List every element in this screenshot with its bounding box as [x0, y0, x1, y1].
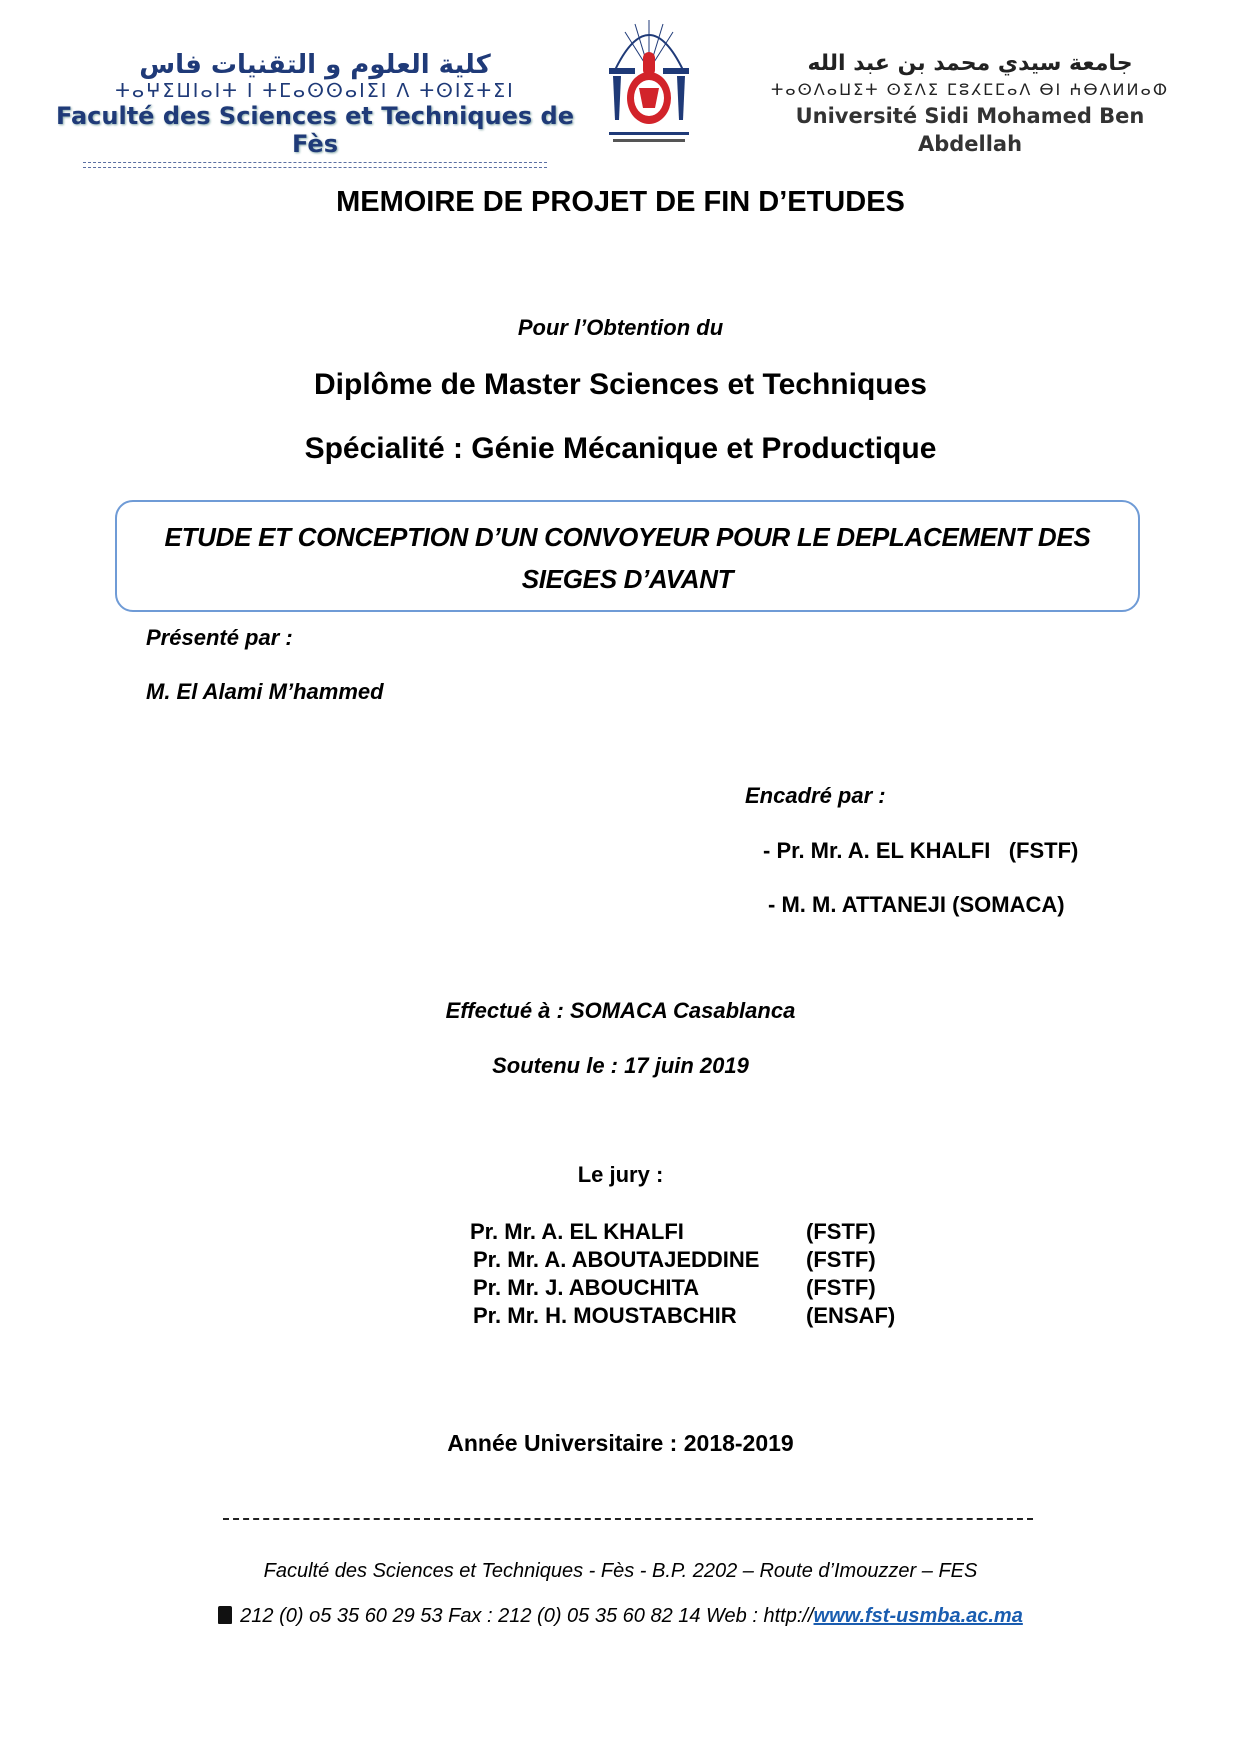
project-topic [115, 516, 1140, 600]
university-logo-block [740, 50, 1200, 158]
document-title: MEMOIRE DE PROJET DE FIN D’ETUDES [336, 186, 905, 218]
internship-location: Effectué à : SOMACA Casablanca [445, 998, 796, 1023]
academic-year: Année Universitaire : 2018-2019 [447, 1430, 794, 1456]
presented-by-label: Présenté par : [146, 625, 293, 650]
student-name: M. El Alami M’hammed [146, 679, 384, 704]
jury-member-institution: (FSTF) [806, 1219, 876, 1244]
topic-line-1: ETUDE ET CONCEPTION D’UN CONVOYEUR POUR LE DEPLACEMENT DES [164, 522, 1091, 552]
defense-date: Soutenu le : 17 juin 2019 [492, 1053, 749, 1078]
faculty-name-arabic: كلية العلوم و التقنيات فاس [139, 50, 491, 80]
jury-member-name: Pr. Mr. J. ABOUCHITA [473, 1275, 700, 1300]
jury-member-name: Pr. Mr. A. ABOUTAJEDDINE [473, 1247, 760, 1272]
jury-member [470, 1246, 895, 1274]
jury-member-institution: (FSTF) [806, 1247, 876, 1272]
jury-member [470, 1302, 895, 1330]
jury-member [470, 1218, 895, 1246]
website-link[interactable]: www.fst-usmba.ac.ma [813, 1605, 1023, 1627]
faculty-name-french: Faculté des Sciences et Techniques de Fès [55, 102, 574, 158]
jury-member-name: Pr. Mr. H. MOUSTABCHIR [473, 1303, 737, 1328]
specialty: Spécialité : Génie Mécanique et Productique [304, 432, 937, 465]
footer-divider [223, 1518, 1033, 1520]
footer-address: Faculté des Sciences et Techniques - Fès - B.P. 2202 – Route d’Imouzzer – FES [263, 1560, 978, 1582]
obtention-label: Pour l’Obtention du [517, 315, 724, 340]
telephone-icon [218, 1606, 232, 1624]
diploma-title: Diplôme de Master Sciences et Techniques [314, 368, 927, 401]
jury-member-name: Pr. Mr. A. EL KHALFI [470, 1219, 684, 1244]
footer-contact [0, 1605, 1241, 1628]
university-name-arabic: جامعة سيدي محمد بن عبد الله [807, 51, 1133, 76]
topic-line-2: SIEGES D’AVANT [521, 564, 734, 594]
university-name-french: Université Sidi Mohamed Ben Abdellah [795, 104, 1145, 156]
university-name-tifinagh: ⵜⴰⵙⴷⴰⵡⵉⵜ ⵙⵉⴷⵉ ⵎⵓⵃⵎⵎⴰⴷ ⴱⵏ ⵄⴱⴷⵍⵍⴰⵀ [770, 80, 1170, 99]
jury-member [470, 1274, 895, 1302]
jury-label: Le jury : [577, 1162, 664, 1187]
jury-member-institution: (FSTF) [806, 1275, 876, 1300]
jury-list [470, 1218, 895, 1330]
faculty-name-tifinagh: ⵜⴰⵖⵉⵡⵏⴰⵏⵜ ⵏ ⵜⵎⴰⵙⵙⴰⵏⵉⵏ ⴷ ⵜⵙⵏⵉⵜⵉⵏ [115, 80, 515, 102]
decorative-divider [83, 162, 547, 168]
university-emblem-icon [605, 10, 693, 152]
jury-member-institution: (ENSAF) [806, 1303, 896, 1328]
supervised-by-label: Encadré par : [745, 783, 886, 808]
supervisor-2: - M. M. ATTANEJI (SOMACA) [768, 892, 1065, 917]
supervisor-1: - Pr. Mr. A. EL KHALFI (FSTF) [763, 838, 1079, 863]
contact-text: 212 (0) o5 35 60 29 53 Fax : 212 (0) 05 35 60 82 14 Web : http:// [240, 1605, 814, 1627]
faculty-logo-block [55, 50, 575, 168]
